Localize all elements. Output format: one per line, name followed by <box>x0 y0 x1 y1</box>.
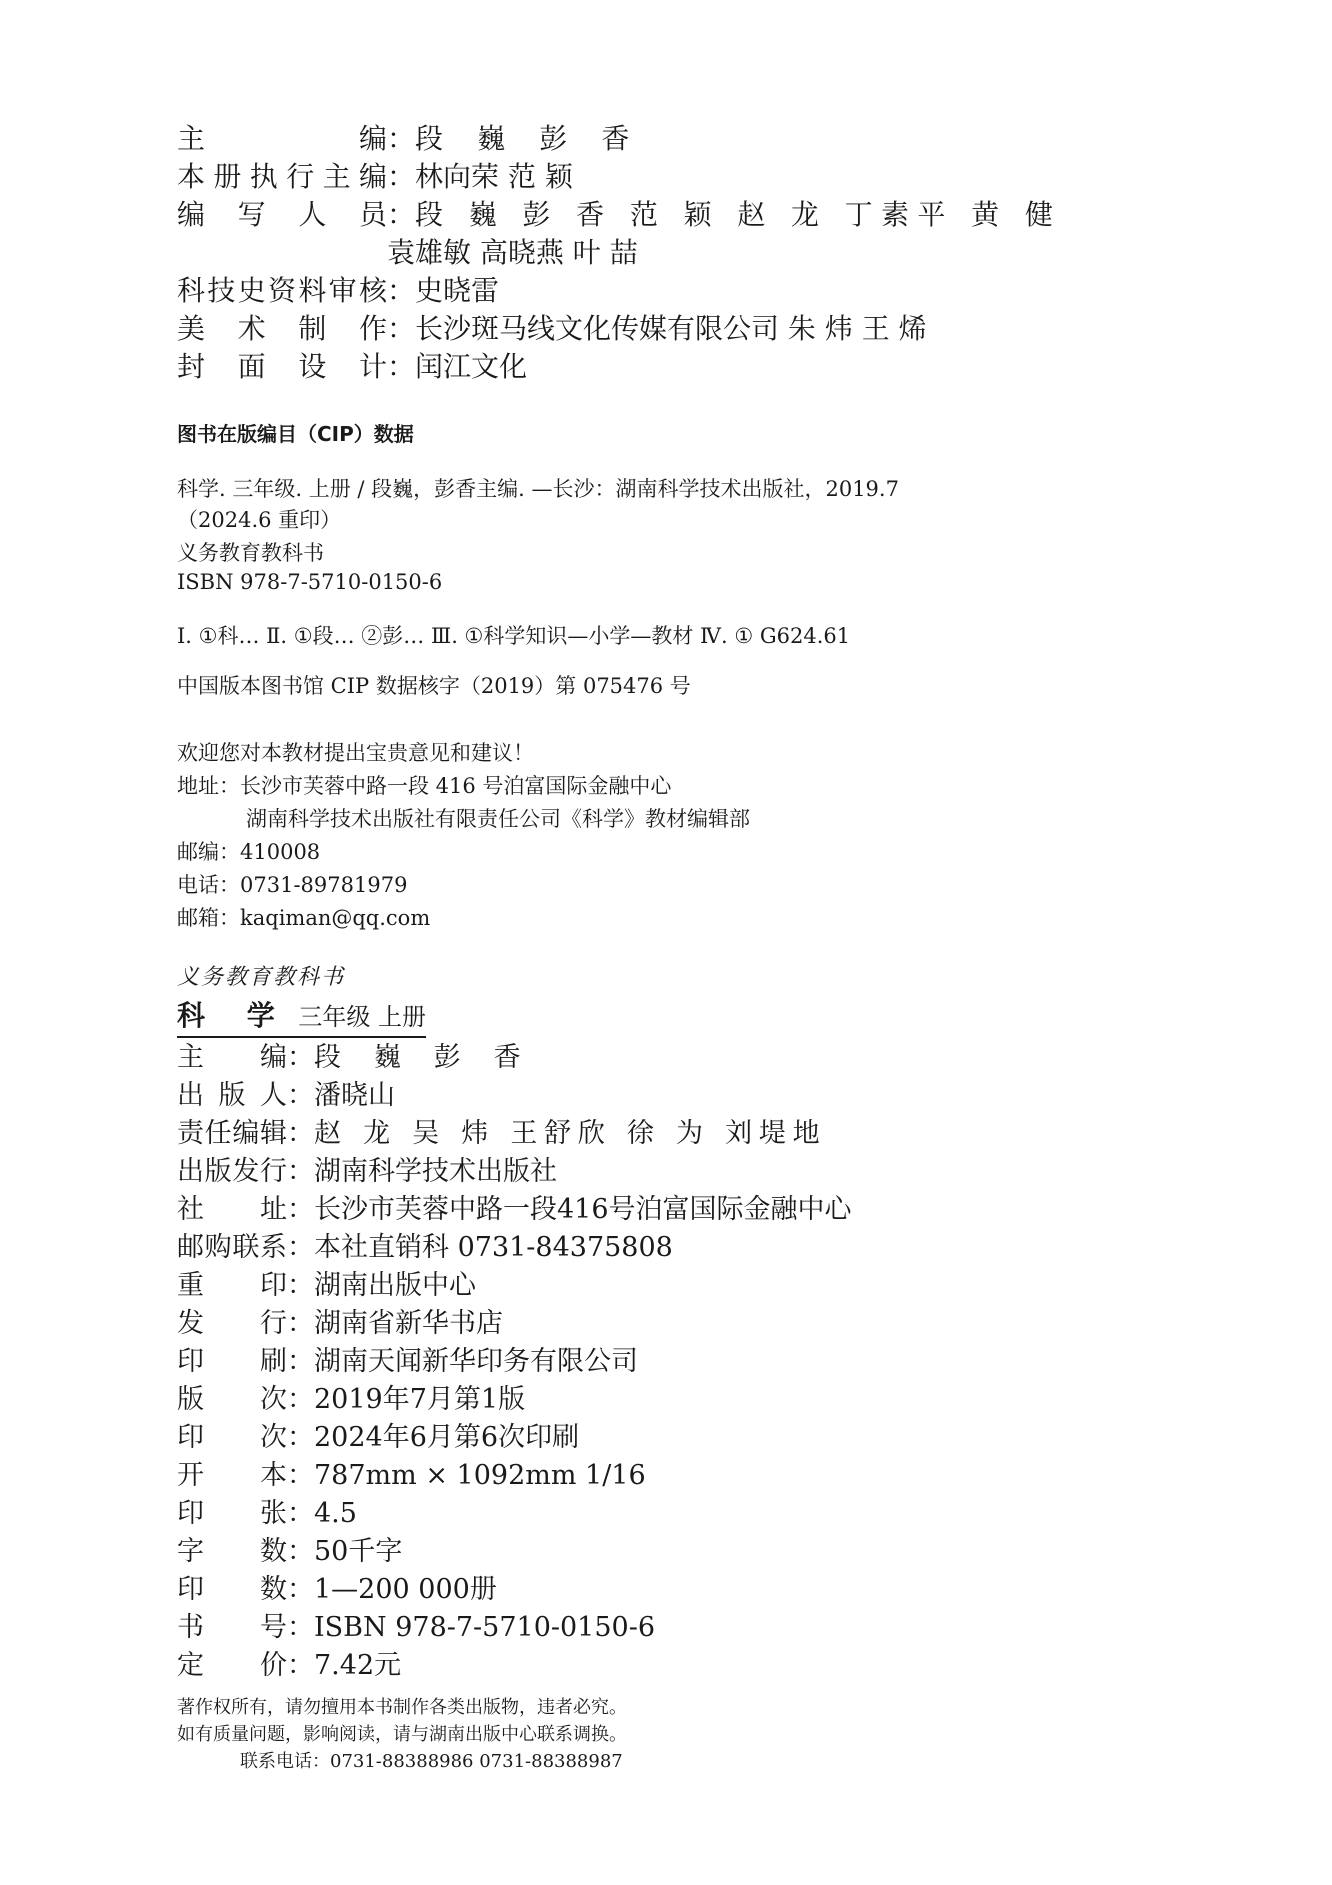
colophon-label: 出版人 <box>177 1080 287 1111</box>
colophon-value: 2024年6月第6次印刷 <box>314 1422 580 1453</box>
credit-value: 史晓雷 <box>415 274 500 307</box>
colophon-row: 定价：7.42元 <box>177 1648 401 1684</box>
copyright-notice: 著作权所有，请勿擅用本书制作各类出版物，违者必究。 <box>177 1697 627 1718</box>
credit-row: 科技史资料审核：史晓雷 <box>177 272 499 310</box>
colophon-label: 社址 <box>177 1194 287 1225</box>
email: 邮箱：kaqiman@qq.com <box>177 906 431 930</box>
cip-line: 义务教育教科书 <box>177 541 324 565</box>
cip-number: 中国版本图书馆 CIP 数据核字（2019）第 075476 号 <box>177 674 691 698</box>
colophon-value: 湖南出版中心 <box>314 1270 476 1301</box>
colophon-row: 书号：ISBN 978-7-5710-0150-6 <box>177 1610 655 1646</box>
cip-classification: Ⅰ. ①科… Ⅱ. ①段… ②彭… Ⅲ. ①科学知识—小学—教材 Ⅳ. ① G624.61 <box>177 624 851 648</box>
colophon-value: 长沙市芙蓉中路一段416号泊富国际金融中心 <box>314 1194 852 1225</box>
colophon-value: 2019年7月第1版 <box>314 1384 526 1415</box>
colophon-label: 字数 <box>177 1536 287 1567</box>
colophon-row: 印刷：湖南天闻新华印务有限公司 <box>177 1344 638 1380</box>
colophon-value: 本社直销科 0731-84375808 <box>314 1232 673 1263</box>
credit-value: 长沙斑马线文化传媒有限公司 朱 炜 王 烯 <box>415 312 927 345</box>
colophon-label: 出版发行 <box>177 1156 287 1187</box>
credit-value: 林向荣 范 颖 <box>415 160 573 193</box>
colophon-label: 版次 <box>177 1384 287 1415</box>
colophon-label: 重印 <box>177 1270 287 1301</box>
credit-label: 编写人员 <box>177 198 387 231</box>
colophon-label: 责任编辑 <box>177 1118 287 1149</box>
phone: 电话：0731-89781979 <box>177 873 408 897</box>
book-subtitle: 三年级 上册 <box>298 1003 427 1031</box>
colophon-label: 书号 <box>177 1612 287 1643</box>
colophon-label: 印张 <box>177 1498 287 1529</box>
colophon-row: 重印：湖南出版中心 <box>177 1268 476 1304</box>
colophon-label: 发行 <box>177 1308 287 1339</box>
credit-row: 主编：段 巍 彭 香 <box>177 120 642 158</box>
postcode: 邮编：410008 <box>177 840 321 864</box>
colophon-value: 潘晓山 <box>314 1080 395 1111</box>
colophon-value: 湖南天闻新华印务有限公司 <box>314 1346 638 1377</box>
credit-label: 封面设计 <box>177 350 387 383</box>
address-label: 地址： <box>177 774 240 798</box>
colophon-value: 1—200 000册 <box>314 1574 497 1605</box>
colophon-value: 7.42元 <box>314 1650 402 1681</box>
book-title: 科 学 <box>177 999 291 1032</box>
colophon-label: 主编 <box>177 1042 287 1073</box>
colophon-value: 湖南省新华书店 <box>314 1308 503 1339</box>
colophon-label: 印刷 <box>177 1346 287 1377</box>
address-line-2: 湖南科学技术出版社有限责任公司《科学》教材编辑部 <box>246 807 750 831</box>
quality-notice: 如有质量问题，影响阅读，请与湖南出版中心联系调换。 <box>177 1724 627 1745</box>
credit-value: 段 巍 彭 香 范 颖 赵 龙 丁素平 黄 健 <box>415 198 1062 231</box>
colophon-label: 开本 <box>177 1460 287 1491</box>
book-title-line <box>177 994 426 1038</box>
colophon-label: 印次 <box>177 1422 287 1453</box>
address-line <box>177 770 671 800</box>
credit-row: 本册执行主编：林向荣 范 颖 <box>177 158 573 196</box>
colophon-row: 社址：长沙市芙蓉中路一段416号泊富国际金融中心 <box>177 1192 852 1228</box>
colophon-value: 787mm × 1092mm 1/16 <box>314 1460 646 1491</box>
colophon-value: 50千字 <box>314 1536 403 1567</box>
colophon-value: 湖南科学技术出版社 <box>314 1156 557 1187</box>
credit-row: 美术制作：长沙斑马线文化传媒有限公司 朱 炜 王 烯 <box>177 310 927 348</box>
colophon-row: 字数：50千字 <box>177 1534 402 1570</box>
credit-value: 袁雄敏 高晓燕 叶 喆 <box>387 236 638 269</box>
cip-line: 科学. 三年级. 上册 / 段巍，彭香主编. —长沙：湖南科学技术出版社，2019.7 <box>177 477 899 501</box>
credit-value: 闰江文化 <box>415 350 528 383</box>
colophon-value: 段 巍 彭 香 <box>314 1042 533 1073</box>
colophon-row: 印次：2024年6月第6次印刷 <box>177 1420 579 1456</box>
credit-label: 本册执行主编 <box>177 160 387 193</box>
colophon-label: 印数 <box>177 1574 287 1605</box>
cip-isbn: ISBN 978-7-5710-0150-6 <box>177 570 443 594</box>
welcome-text: 欢迎您对本教材提出宝贵意见和建议！ <box>177 741 534 765</box>
colophon-value: ISBN 978-7-5710-0150-6 <box>314 1612 656 1643</box>
series-title: 义务教育教科书 <box>177 965 346 990</box>
contact-phones: 联系电话：0731-88388986 0731-88388987 <box>240 1751 623 1772</box>
credit-value: 段 巍 彭 香 <box>415 122 642 155</box>
colophon-label: 定价 <box>177 1650 287 1681</box>
colophon-value: 赵 龙 吴 炜 王舒欣 徐 为 刘堤地 <box>314 1118 827 1149</box>
address-value: 长沙市芙蓉中路一段 416 号泊富国际金融中心 <box>240 774 672 798</box>
colophon-row: 主编：段 巍 彭 香 <box>177 1040 533 1076</box>
cip-heading: 图书在版编目（CIP）数据 <box>177 422 414 446</box>
colophon-row: 责任编辑：赵 龙 吴 炜 王舒欣 徐 为 刘堤地 <box>177 1116 826 1152</box>
credit-label: 主编 <box>177 122 387 155</box>
colophon-row: 印张：4.5 <box>177 1496 357 1532</box>
colophon-label: 邮购联系 <box>177 1232 287 1263</box>
cip-line: （2024.6 重印） <box>177 508 342 532</box>
colophon-row: 版次：2019年7月第1版 <box>177 1382 525 1418</box>
credit-label: 美术制作 <box>177 312 387 345</box>
colophon-row: 发行：湖南省新华书店 <box>177 1306 503 1342</box>
colophon-row: 出版人：潘晓山 <box>177 1078 395 1114</box>
credit-row: 封面设计：闰江文化 <box>177 348 527 386</box>
colophon-value: 4.5 <box>314 1498 357 1529</box>
colophon-row: 印数：1—200 000册 <box>177 1572 497 1608</box>
credit-row: 编写人员：段 巍 彭 香 范 颖 赵 龙 丁素平 黄 健 <box>177 196 1061 234</box>
credit-row <box>387 234 638 272</box>
colophon-row: 出版发行：湖南科学技术出版社 <box>177 1154 557 1190</box>
colophon-row: 邮购联系：本社直销科 0731-84375808 <box>177 1230 673 1266</box>
colophon-row: 开本：787mm × 1092mm 1/16 <box>177 1458 646 1494</box>
credit-label: 科技史资料审核 <box>177 274 387 307</box>
